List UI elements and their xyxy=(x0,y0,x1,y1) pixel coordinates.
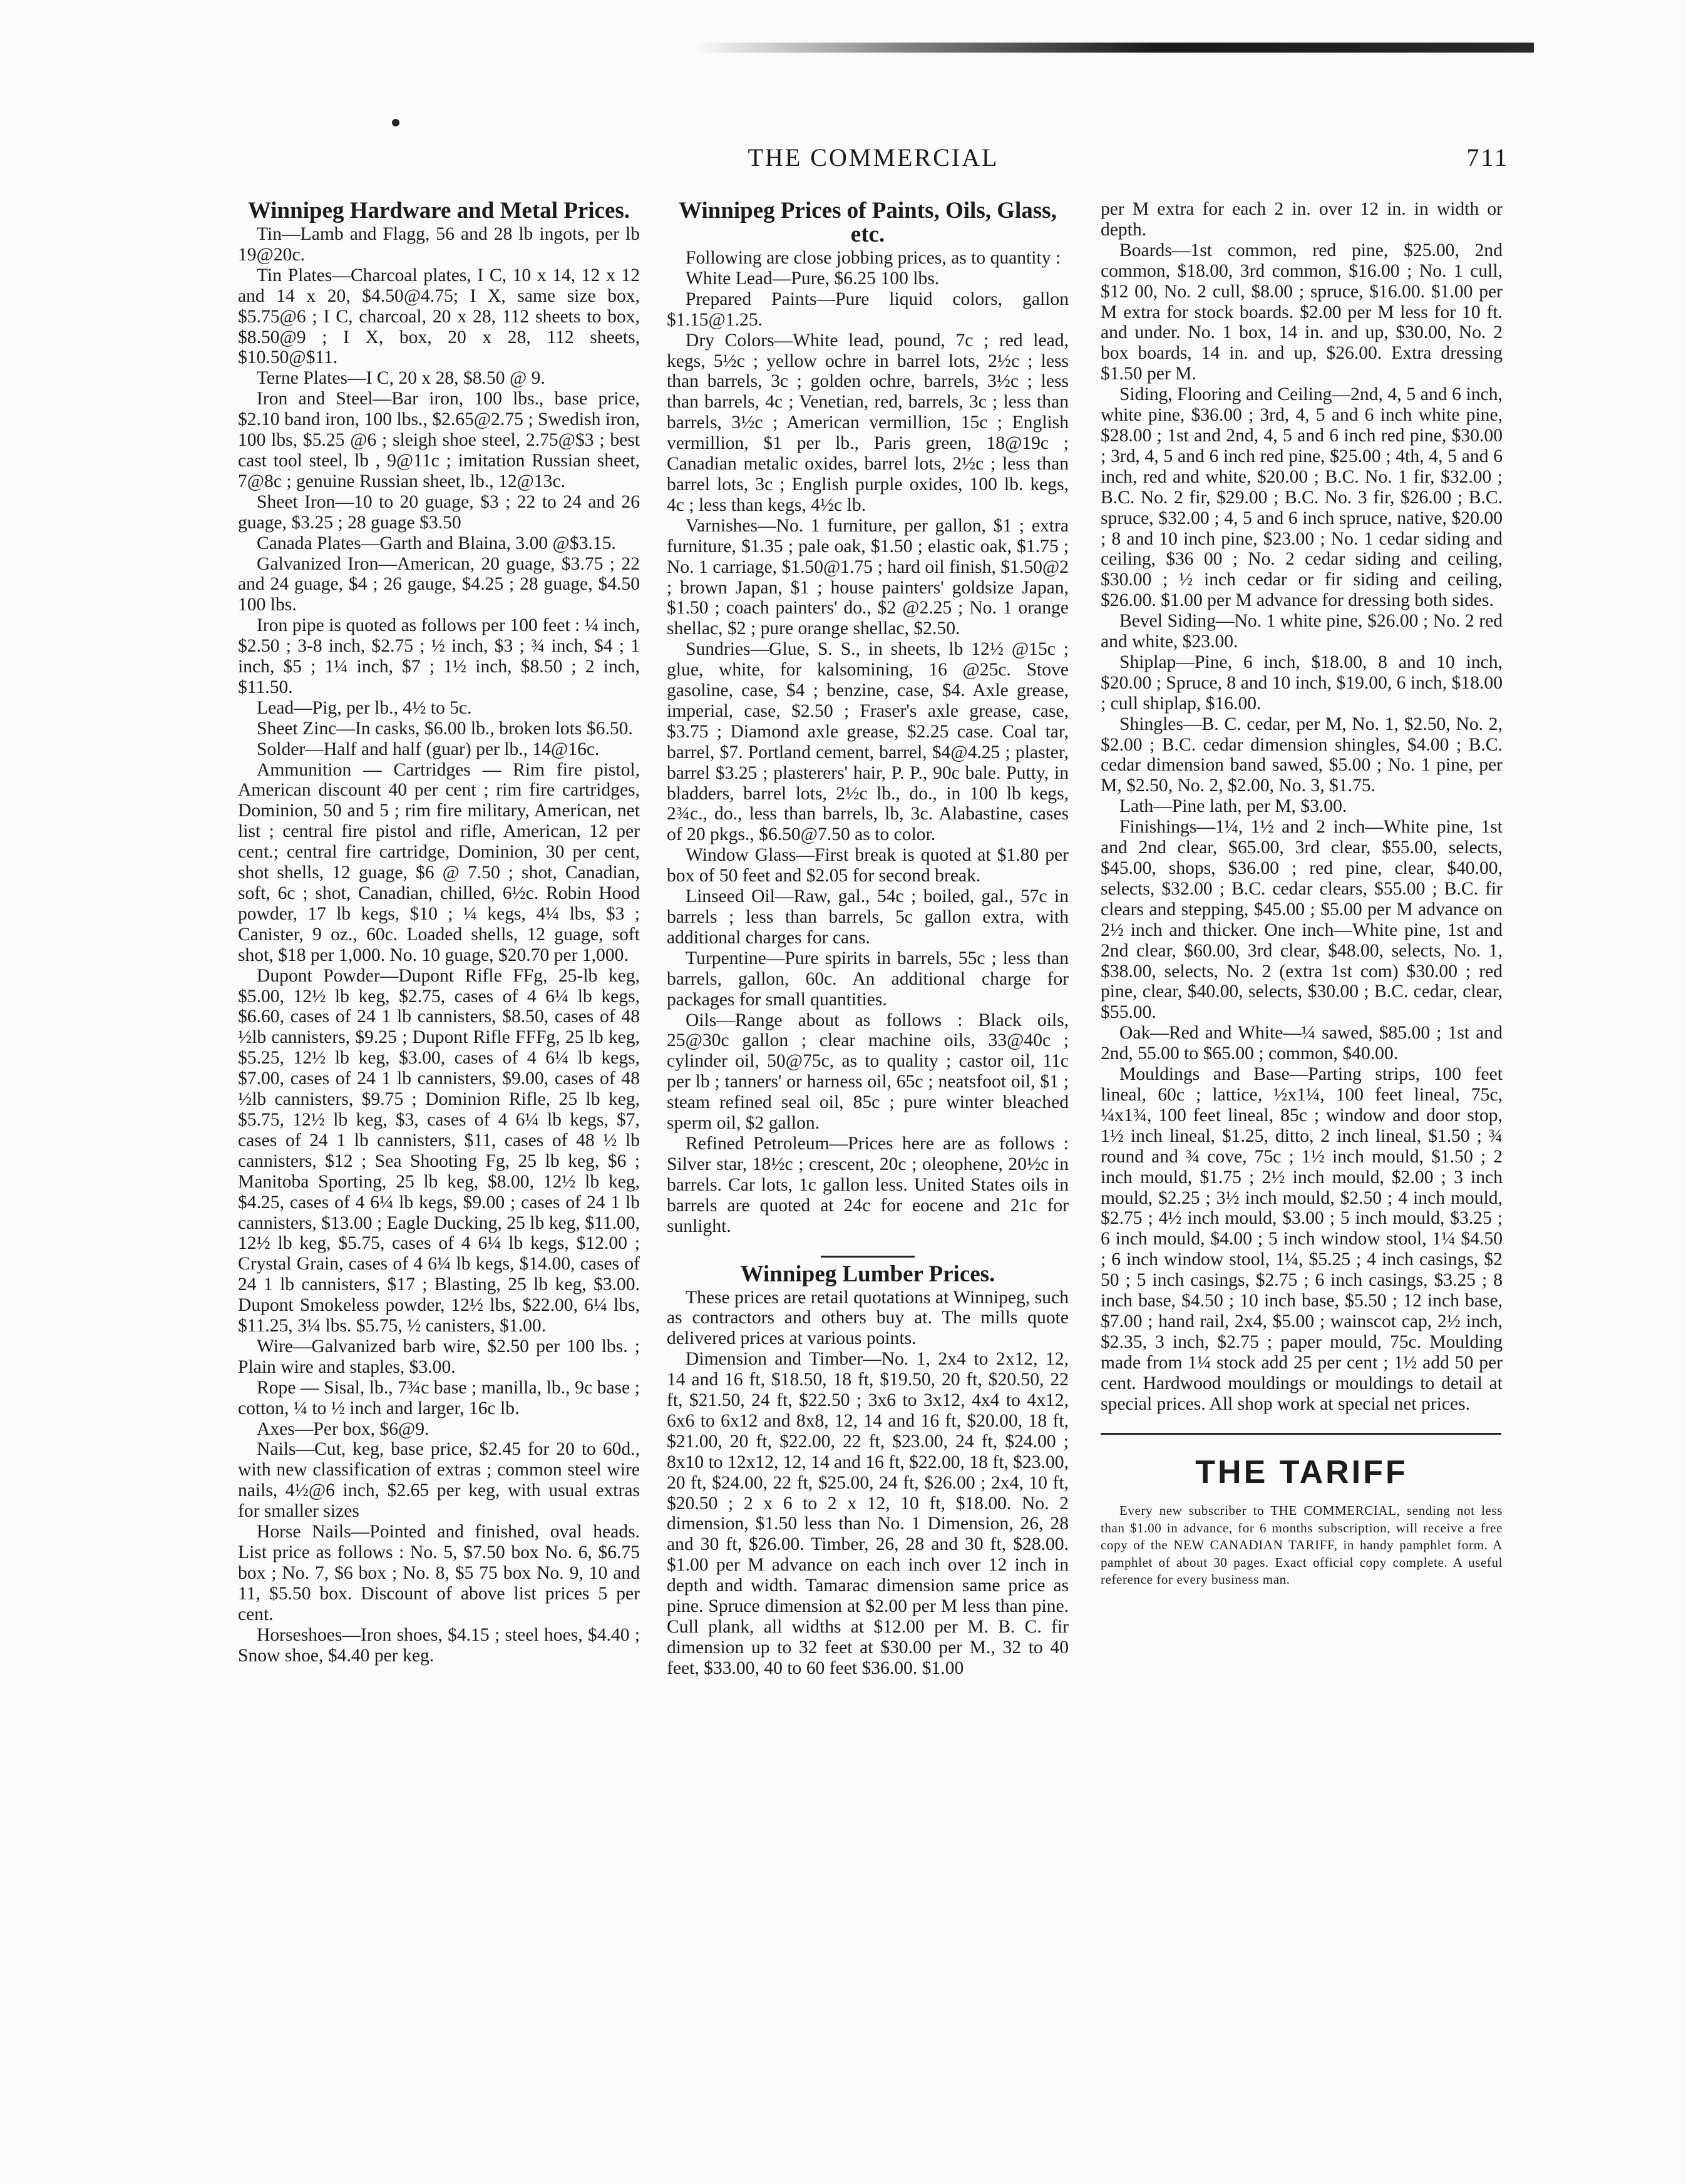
price-paragraph: Dupont Powder—Dupont Rifle FFg, 25-lb keg, $5.00, 12½ lb keg, $2.75, cases of 4 6¼ lb kegs, $6.60, cases of 24 1 lb cannisters, $8.50, cases of 48 ½lb cannisters, $9.25 ; Dupont Rifle FFFg, 25 lb keg, $5.25, 12½ lb keg, $3.00, cases of 4 6¼ lb kegs, $7.00, cases of 24 1 lb cannisters, $9.00, cases of 48 ½lb cannisters, $9.75 ; Dominion Rifle, 25 lb keg, $5.75, 12½ lb keg, $3, cases of 4 6¼ lb kegs, $7, cases of 24 1 lb cannisters, $11, cases of 48 ½ lb cannisters, $12 ; Sea Shooting Fg, 25 lb keg, $6 ; Manitoba Sporting, 25 lb keg, $8.00, 12½ lb keg, $4.25, cases of 4 6¼ lb kegs, $9.00 ; cases of 24 1 lb cannisters, $13.00 ; Eagle Ducking, 25 lb keg, $11.00, 12½ lb keg, $5.75, cases of 4 6¼ lb kegs, $12.00 ; Crystal Grain, cases of 4 6¼ lb kegs, $14.00, cases of 24 1 lb cannisters, $17 ; Blasting, 25 lb keg, $3.00. Dupont Smokeless powder, 12½ lbs, $22.00, 6¼ lbs, $11.25, 3¼ lbs. $5.75, ½ canisters, $1.00. xyxy=(238,965,640,1336)
price-paragraph: Turpentine—Pure spirits in barrels, 55c ; less than barrels, gallon, 60c. An additional charge for packages for small quantities. xyxy=(667,948,1069,1010)
price-paragraph: Horseshoes—Iron shoes, $4.15 ; steel hoes, $4.40 ; Snow shoe, $4.40 per keg. xyxy=(238,1624,640,1666)
price-paragraph: Rope — Sisal, lb., 7¾c base ; manilla, lb., 9c base ; cotton, ¼ to ½ inch and larger, 16c lb. xyxy=(238,1377,640,1418)
hardware-prices xyxy=(238,224,640,1666)
paints-prices xyxy=(667,248,1069,1237)
price-paragraph: Siding, Flooring and Ceiling—2nd, 4, 5 and 6 inch, white pine, $36.00 ; 3rd, 4, 5 and 6 inch white pine, $28.00 ; 1st and 2nd, 4, 5 and 6 inch red pine, $30.00 ; 3rd, 4, 5 and 6 inch red pine, $25.00 ; 4th, 4, 5 and 6 inch, red and white, $20.00 ; B.C. No. 1 fir, $32.00 ; B.C. No. 2 fir, $29.00 ; B.C. No. 3 fir, $26.00 ; B.C. spruce, $32.00 ; 4, 5 and 6 inch spruce, native, $20.00 ; 8 and 10 inch pine, $23.00 ; No. 1 cedar siding and ceiling, $36 00 ; No. 2 cedar siding and ceiling, $30.00 ; ½ inch cedar or fir siding and ceiling, $26.00. $1.00 per M advance for dressing both sides. xyxy=(1101,384,1503,611)
price-paragraph: per M extra for each 2 in. over 12 in. in width or depth. xyxy=(1101,199,1503,240)
price-paragraph: Ammunition — Cartridges — Rim fire pistol, American discount 40 per cent ; rim fire cartridges, Dominion, 50 and 5 ; rim fire military, American, net list ; central fire pistol and rifle, American, 12 per cent.; central fire cartridge, Dominion, 30 per cent, shot shells, 12 guage, $6 @ 7.50 ; shot, Canadian, soft, 6c ; shot, Canadian, chilled, 6½c. Robin Hood powder, 17 lb kegs, $10 ; ¼ kegs, 4¼ lbs, $3 ; Canister, 9 oz., 60c. Loaded shells, 12 guage, soft shot, $18 per 1,000. No. 10 guage, $20.70 per 1,000. xyxy=(238,759,640,965)
column-1 xyxy=(238,199,640,1666)
price-paragraph: Window Glass—First break is quoted at $1.80 per box of 50 feet and $2.05 for second break. xyxy=(667,845,1069,886)
paints-heading: Winnipeg Prices of Paints, Oils, Glass, etc. xyxy=(679,198,1057,247)
price-paragraph: Wire—Galvanized barb wire, $2.50 per 100 lbs. ; Plain wire and staples, $3.00. xyxy=(238,1336,640,1377)
price-paragraph: Galvanized Iron—American, 20 guage, $3.75 ; 22 and 24 guage, $4 ; 26 gauge, $4.25 ; 28 guage, $4.50 100 lbs. xyxy=(238,553,640,615)
lumber-prices-part-1 xyxy=(667,1288,1069,1679)
lumber-heading: Winnipeg Lumber Prices. xyxy=(740,1261,995,1287)
page-number: 711 xyxy=(1466,143,1509,172)
price-paragraph: Mouldings and Base—Parting strips, 100 feet lineal, 60c ; lattice, ½x1¼, 100 feet lineal, 75c, ¼x1¾, 100 feet lineal, 85c ; window and door stop, 1½ inch lineal, $1.25, ditto, 2 inch lineal, $1.50 ; ¾ round and ¾ cove, 75c ; 1½ inch mould, $1.50 ; 2 inch mould, $1.75 ; 2½ inch mould, $2.00 ; 3 inch mould, $2.25 ; 3½ inch mould, $2.50 ; 4 inch mould, $2.75 ; 4½ inch mould, $3.00 ; 5 inch mould, $3.25 ; 6 inch mould, $4.00 ; 5 inch window stool, 1¼ $4.50 ; 6 inch window stool, 1¼, $5.25 ; 4 inch casings, $2 50 ; 5 inch casings, $2.75 ; 6 inch casings, $3.25 ; 8 inch base, $4.50 ; 10 inch base, $5.50 ; 12 inch base, $7.00 ; hand rail, 2x4, $5.00 ; wainscot cap, 2½ inch, $2.35, 3 inch, $2.75 ; paper mould, 75c. Moulding made from 1¼ stock add 25 per cent ; 1½ add 50 per cent. Hardwood mouldings or mouldings to detail at special prices. All shop work at special net prices. xyxy=(1101,1064,1503,1414)
tariff-heading: THE TARIFF xyxy=(1195,1454,1408,1491)
price-paragraph: White Lead—Pure, $6.25 100 lbs. xyxy=(686,268,940,289)
price-paragraph: Varnishes—No. 1 furniture, per gallon, $1 ; extra furniture, $1.35 ; pale oak, $1.50 ; elastic oak, $1.75 ; No. 1 carriage, $1.50@1.75 ; hard oil finish, $1.50@2 ; brown Japan, $1 ; house painters' goldsize Japan, $1.50 ; coach painters' do., $2 @2.25 ; No. 1 orange shellac, $2 ; pure orange shellac, $2.50. xyxy=(667,515,1069,639)
price-paragraph: Finishings—1¼, 1½ and 2 inch—White pine, 1st and 2nd clear, $65.00, 3rd clear, $55.00, selects, $45.00, shops, $36.00 ; red pine, clear, $40.00, selects, $32.00 ; B.C. cedar clears, $55.00 ; B.C. fir clears and stepping, $45.00 ; $5.00 per M advance on 2½ inch and thicker. One inch—White pine, 1st and 2nd clear, $60.00, 3rd clear, $48.00, selects, No. 1, $38.00, selects, No. 2 (extra 1st com) $30.00 ; red pine, clear, $40.00, selects, $30.00 ; B.C. cedar, clear, $55.00. xyxy=(1101,817,1503,1023)
price-paragraph: Boards—1st common, red pine, $25.00, 2nd common, $18.00, 3rd common, $16.00 ; No. 1 cull, $12 00, No. 2 cull, $8.00 ; spruce, $16.00. $1.00 per M extra for stock boards. $2.00 per M less for 10 ft. and under. No. 1 box, 14 in. and up, $30.00, No. 2 box boards, 14 in. and up, $26.00. Extra dressing $1.50 per M. xyxy=(1101,240,1503,384)
price-paragraph: Shingles—B. C. cedar, per M, No. 1, $2.50, No. 2, $2.00 ; B.C. cedar dimension shingles, $4.00 ; B.C. cedar dimension band sawed, $5.00 ; No. 1 pine, per M, $2.50, No. 2, $2.00, No. 3, $1.75. xyxy=(1101,714,1503,796)
price-paragraph: Horse Nails—Pointed and finished, oval heads. List price as follows : No. 5, $7.50 box No. 6, $6.75 box ; No. 7, $6 box ; No. 8, $5 75 box No. 9, 10 and 11, $5.50 box. Discount of above list prices 5 per cent. xyxy=(238,1522,640,1624)
price-paragraph: Terne Plates—I C, 20 x 28, $8.50 @ 9. xyxy=(257,368,545,389)
tariff-notice: Every new subscriber to THE COMMERCIAL, sending not less than $1.00 in advance, for 6 months subscription, will receive a free copy of the NEW CANADIAN TARIFF, in handy pamphlet form. A pamphlet of about 30 pages. Exact official copy complete. A useful reference for every business man. xyxy=(1101,1503,1503,1587)
price-paragraph: Solder—Half and half (guar) per lb., 14@16c. xyxy=(257,739,600,759)
price-paragraph: Nails—Cut, keg, base price, $2.45 for 20 to 60d., with new classification of extras ; common steel wire nails, 4½@6 inch, $2.65 per keg, with usual extras for smaller sizes xyxy=(238,1439,640,1522)
column-2 xyxy=(667,199,1069,1679)
price-paragraph: Lath—Pine lath, per M, $3.00. xyxy=(1119,796,1347,817)
price-paragraph: Lead—Pig, per lb., 4½ to 5c. xyxy=(257,697,472,718)
section-divider xyxy=(821,1256,915,1258)
price-paragraph: Tin—Lamb and Flagg, 56 and 28 lb ingots, per lb 19@20c. xyxy=(238,224,640,265)
price-paragraph: Oils—Range about as follows : Black oils, 25@30c gallon ; clear machine oils, 33@40c ; cylinder oil, 50@75c, as to quality ; castor oil, 11c per lb ; tanners' or harness oil, 65c ; neatsfoot oil, $1 ; steam refined seal oil, 85c ; pure winter bleached sperm oil, $2 gallon. xyxy=(667,1010,1069,1134)
price-paragraph: Sundries—Glue, S. S., in sheets, lb 12½ @15c ; glue, white, for kalsomining, 16 @25c. Stove gasoline, case, $4 ; benzine, case, $4. Axle grease, imperial, case, $2.50 ; Fraser's axle grease, case, $3.75 ; Diamond axle grease, $2.25 case. Coal tar, barrel, $7. Portland cement, barrel, $4@4.25 ; plaster, barrel $3.25 ; plasterers' hair, P. P., 90c bale. Putty, in bladders, barrel lots, 2½c lb., do., in 100 lb kegs, 2¾c., do., less than barrels, lb, 3c. Alabastine, cases of 20 pkgs., $6.50@7.50 as to color. xyxy=(667,639,1069,845)
ink-dot xyxy=(392,119,399,126)
publication-title: THE COMMERCIAL xyxy=(748,143,999,172)
price-paragraph: These prices are retail quotations at Winnipeg, such as contractors and others buy at. The mills quote delivered prices at various points. xyxy=(667,1287,1069,1349)
price-paragraph: Iron and Steel—Bar iron, 100 lbs., base price, $2.10 band iron, 100 lbs., $2.65@2.75 ; Swedish iron, 100 lbs, $5.25 @6 ; sleigh shoe steel, 2.75@$3 ; best cast tool steel, lb , 9@11c ; imitation Russian sheet, 7@8c ; genuine Russian sheet, lb., 12@13c. xyxy=(238,389,640,491)
price-paragraph: Axes—Per box, $6@9. xyxy=(257,1418,429,1439)
top-decorative-rule xyxy=(695,43,1534,53)
price-paragraph: Tin Plates—Charcoal plates, I C, 10 x 14, 12 x 12 and 14 x 20, $4.50@4.75; I X, same size box, $5.75@6 ; I C, charcoal, 20 x 28, 112 sheets to box, $8.50@9 ; I X, box, 20 x 28, 112 sheets, $10.50@$11. xyxy=(238,265,640,368)
lumber-prices-part-2 xyxy=(1101,199,1503,1414)
price-paragraph: Shiplap—Pine, 6 inch, $18.00, 8 and 10 inch, $20.00 ; Spruce, 8 and 10 inch, $19.00, 6 inch, $18.00 ; cull shiplap, $16.00. xyxy=(1101,652,1503,714)
price-paragraph: Sheet Iron—10 to 20 guage, $3 ; 22 to 24 and 26 guage, $3.25 ; 28 guage $3.50 xyxy=(238,491,640,533)
price-paragraph: Linseed Oil—Raw, gal., 54c ; boiled, gal., 57c in barrels ; less than barrels, 5c gallon extra, with additional charges for cans. xyxy=(667,886,1069,948)
price-paragraph: Sheet Zinc—In casks, $6.00 lb., broken lots $6.50. xyxy=(257,718,633,739)
page-header xyxy=(238,143,1509,180)
price-paragraph: Dimension and Timber—No. 1, 2x4 to 2x12, 12, 14 and 16 ft, $18.50, 18 ft, $19.50, 20 ft, $20.50, 22 ft, $21.50, 24 ft, $22.50 ; 3x6 to 3x12, 4x4 to 4x12, 6x6 to 6x12 and 8x8, 12, 14 and 16 ft, $20.00, 18 ft, $21.00, 20 ft, $22.00, 22 ft, $23.00, 24 ft, $24.00 ; 8x10 to 12x12, 12, 14 and 16 ft, $22.00, 18 ft, $23.00, 20 ft, $24.00, 22 ft, $25.00, 24 ft, $26.00 ; 2x4, 10 ft, $20.50 ; 2 x 6 to 2 x 12, 10 ft, $18.00. No. 2 dimension, $1.50 less than No. 1 Dimension, 26, 28 and 30 ft, $26.00. Timber, 26, 28 and 30 ft, $28.00. $1.00 per M advance on each inch over 12 inch in depth and width. Tamarac dimension same price as pine. Spruce dimension at $2.00 per M less than pine. Cull plank, all widths at $12.00 per M. B. C. fir dimension up to 32 feet at $30.00 per M., 32 to 40 feet, $33.00, 40 to 60 feet $36.00. $1.00 xyxy=(667,1349,1069,1678)
price-paragraph: Canada Plates—Garth and Blaina, 3.00 @$3.15. xyxy=(257,533,616,553)
price-paragraph: Iron pipe is quoted as follows per 100 feet : ¼ inch, $2.50 ; 3-8 inch, $2.75 ; ½ inch, $3 ; ¾ inch, $4 ; 1 inch, $5 ; 1¼ inch, $7 ; 1½ inch, $8.50 ; 2 inch, $11.50. xyxy=(238,615,640,697)
price-paragraph: Bevel Siding—No. 1 white pine, $26.00 ; No. 2 red and white, $23.00. xyxy=(1101,611,1503,652)
price-paragraph: Dry Colors—White lead, pound, 7c ; red lead, kegs, 5½c ; yellow ochre in barrel lots, 2½c ; less than barrels, 3c ; golden ochre, barrels, 3½c ; less than barrels, 4c ; Venetian, red, barrels, 3c ; less than barrels, 3½c ; American vermillion, 15c ; English vermillion, $1 per lb., Paris green, 18@19c ; Canadian metalic oxides, barrel lots, 2½c ; less than barrel lots, 3c ; English purple oxides, 100 lb. kegs, 4c ; less than kegs, 4½c lb. xyxy=(667,330,1069,515)
column-3 xyxy=(1101,199,1503,1589)
hardware-heading: Winnipeg Hardware and Metal Prices. xyxy=(247,198,630,223)
price-paragraph: Prepared Paints—Pure liquid colors, gallon $1.15@1.25. xyxy=(667,289,1069,330)
price-paragraph: Refined Petroleum—Prices here are as follows : Silver star, 18½c ; crescent, 20c ; oleophene, 20½c in barrels. Car lots, 1c gallon less. United States oils in barrels are quoted at 24c for eocene and 21c for sunlight. xyxy=(667,1133,1069,1236)
tariff-divider xyxy=(1101,1433,1501,1435)
price-paragraph: Following are close jobbing prices, as to quantity : xyxy=(686,248,1061,268)
price-paragraph: Oak—Red and White—¼ sawed, $85.00 ; 1st and 2nd, 55.00 to $65.00 ; common, $40.00. xyxy=(1101,1023,1503,1064)
